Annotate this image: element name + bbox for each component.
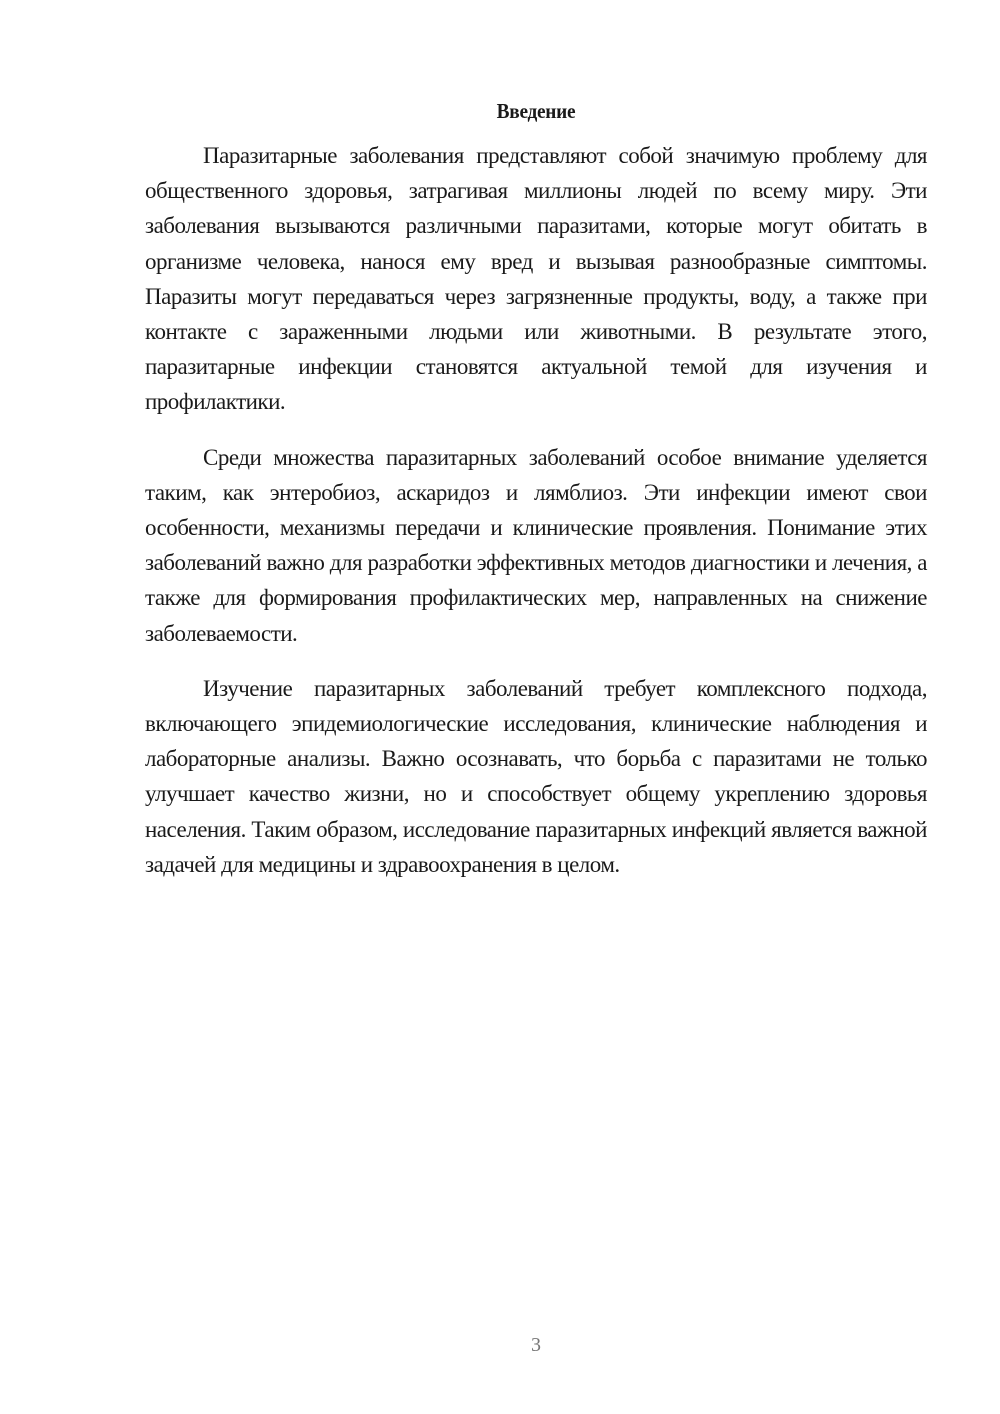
page-content <box>145 96 927 902</box>
paragraph-2: Среди множества паразитарных заболеваний особое внимание уделяется таким, как энтеробиоз, аскаридоз и лямблиоз. Эти инфекции имеют свои особенности, механизмы передачи и клинические проявления. Понимание этих заболеваний важно для разработки эффективных методов диагностики и лечения, а также для формирования профилактических мер, направленных на снижение заболеваемости. <box>145 444 927 646</box>
paragraph-3: Изучение паразитарных заболеваний требует комплексного подхода, включающего эпидемиологические исследования, клинические наблюдения и лабораторные анализы. Важно осознавать, что борьба с паразитами не только улучшает качество жизни, но и способствует общему укреплению здоровья населения. Таким образом, исследование паразитарных инфекций является важной задачей для медицины и здравоохранения в целом. <box>145 675 927 877</box>
page-number: 3 <box>531 1334 541 1356</box>
paragraph-1: Паразитарные заболевания представляют собой значимую проблему для общественного здоровья, затрагивая миллионы людей по всему миру. Эти заболевания вызываются различными паразитами, которые могут обитать в организме человека, нанося ему вред и вызывая разнообразные симптомы. Паразиты могут передаваться через загрязненные продукты, воду, а также при контакте с зараженными людьми или животными. В результате этого, паразитарные инфекции становятся актуальной темой для изучения и профилактики. <box>145 143 927 415</box>
section-heading: Введение <box>496 99 576 123</box>
